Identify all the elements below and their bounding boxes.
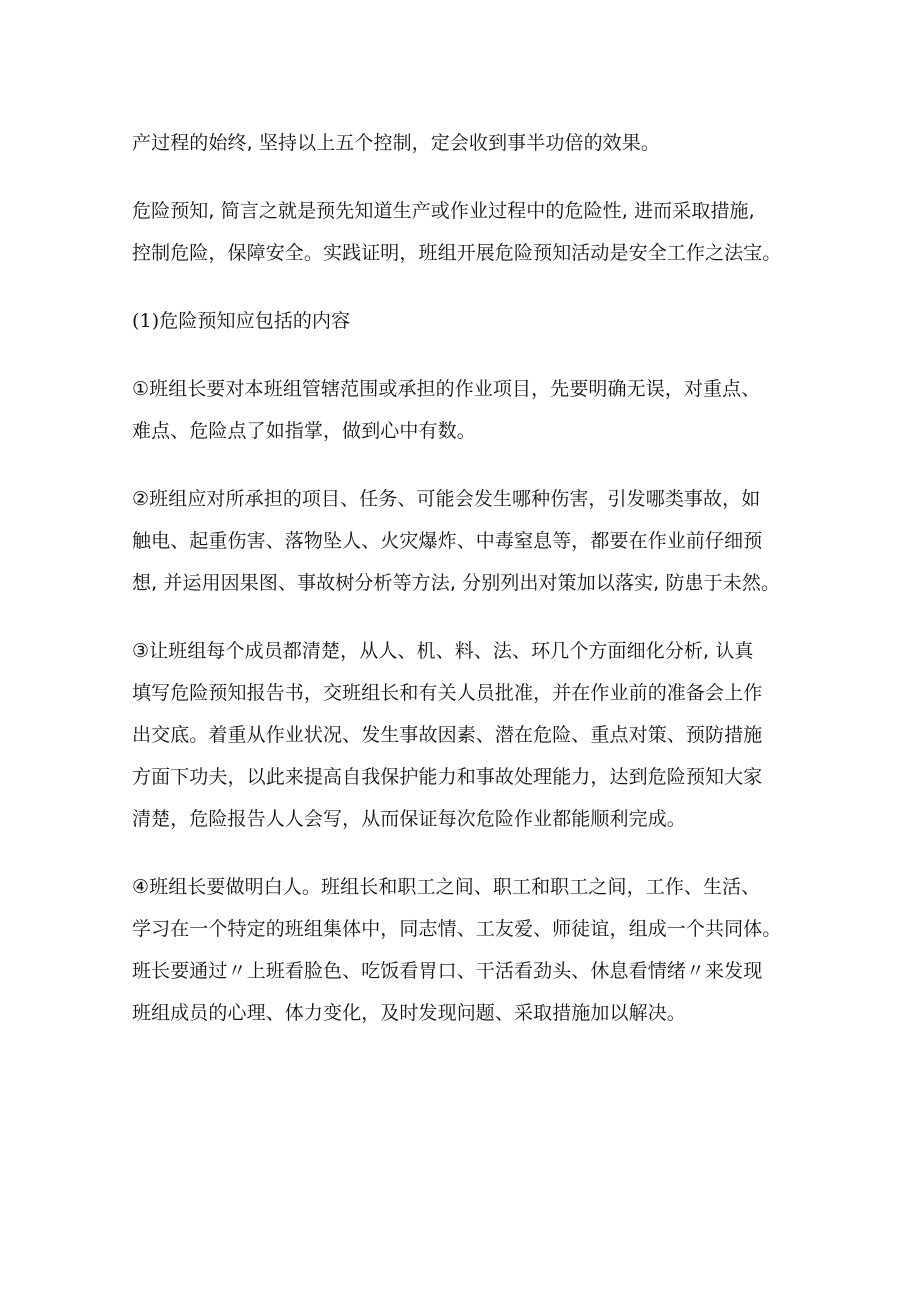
text-line: 方面下功夫，以此来提高自我保护能力和事故处理能力，达到危险预知大家 <box>132 766 763 788</box>
text-line: ④班组长要做明白人。班组长和职工之间、职工和职工之间，工作、生活、 <box>132 876 761 898</box>
text-line: 清楚，危险报告人人会写，从而保证每次危险作业都能顺利完成。 <box>132 808 686 830</box>
paragraph-continuation <box>132 122 808 164</box>
paragraph-item-2 <box>132 478 808 604</box>
paragraph-item-3 <box>132 630 808 840</box>
paragraph-item-1 <box>132 368 808 452</box>
paragraph-definition <box>132 190 808 274</box>
text-line: 出交底。着重从作业状况、发生事故因素、潜在危险、重点对策、预防措施 <box>132 724 763 746</box>
text-line: 想, 并运用因果图、事故树分析等方法, 分别列出对策加以落实, 防患于未然。 <box>132 572 781 594</box>
text-line: 班长要通过〃上班看脸色、吃饭看胃口、干活看劲头、休息看情绪〃来发现 <box>132 960 763 982</box>
text-line: ②班组应对所承担的项目、任务、可能会发生哪种伤害，引发哪类事故，如 <box>132 488 761 510</box>
document-body <box>132 122 808 1060</box>
text-line: 触电、起重伤害、落物坠人、火灾爆炸、中毒窒息等，都要在作业前仔细预 <box>132 530 763 552</box>
text-line: 产过程的始终, 坚持以上五个控制，定会收到事半功倍的效果。 <box>132 132 660 154</box>
text-line: 学习在一个特定的班组集体中，同志情、工友爱、师徒谊，组成一个共同体。 <box>132 918 782 940</box>
text-line: ③让班组每个成员都清楚，从人、机、料、法、环几个方面细化分析, 认真 <box>132 640 754 662</box>
text-line: 难点、危险点了如指掌，做到心中有数。 <box>132 420 476 442</box>
section-heading <box>132 300 808 342</box>
text-line: ①班组长要对本班组管辖范围或承担的作业项目，先要明确无误，对重点、 <box>132 378 761 400</box>
text-line: 控制危险，保障安全。实践证明，班组开展危险预知活动是安全工作之法宝。 <box>132 242 782 264</box>
text-line: 填写危险预知报告书，交班组长和有关人员批准，并在作业前的准备会上作 <box>132 682 763 704</box>
text-line: 危险预知, 简言之就是预先知道生产或作业过程中的危险性, 进而采取措施, <box>132 200 755 222</box>
heading-text: (1)危险预知应包括的内容 <box>132 310 351 332</box>
paragraph-item-4 <box>132 866 808 1034</box>
text-line: 班组成员的心理、体力变化，及时发现问题、采取措施加以解决。 <box>132 1002 686 1024</box>
